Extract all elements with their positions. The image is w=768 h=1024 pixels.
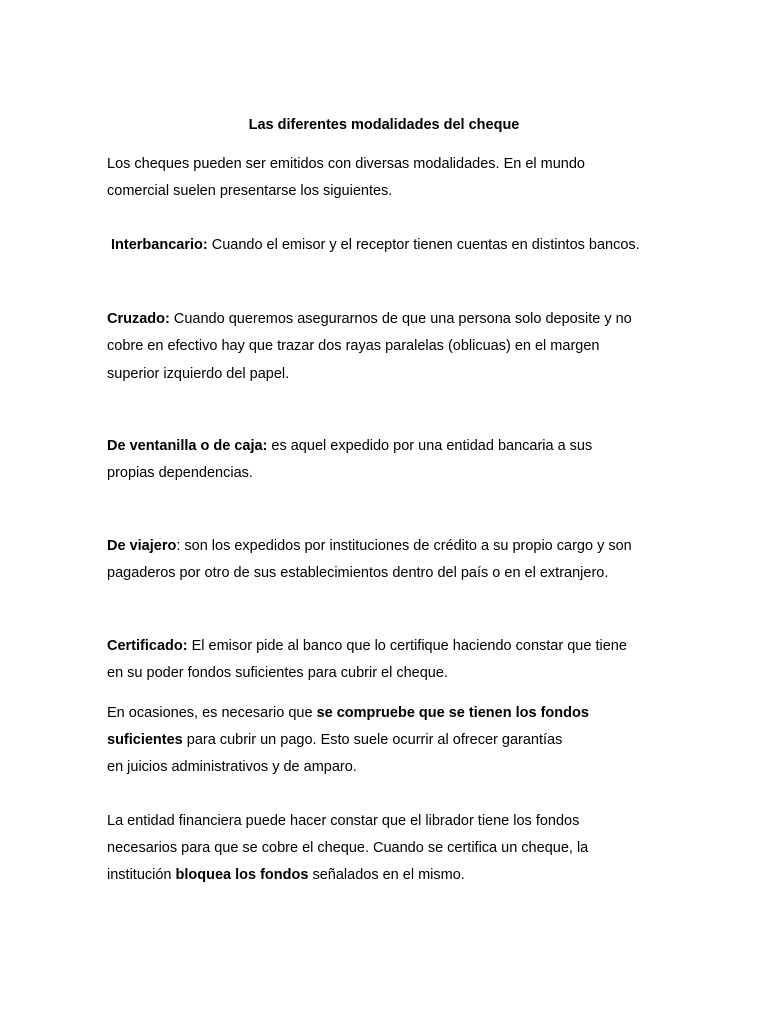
ventanilla-line-2: propias dependencias.: [107, 465, 253, 481]
certificado-line-1: [107, 637, 627, 655]
entidad-line-3: [107, 866, 465, 884]
ocasiones-line-3: en juicios administrativos y de amparo.: [107, 759, 357, 775]
viajero-text-1: : son los expedidos por instituciones de crédito a su propio cargo y son: [176, 538, 632, 554]
entidad-line-2: necesarios para que se cobre el cheque. Cuando se certifica un cheque, la: [107, 840, 589, 856]
ocasiones-bold-1: se compruebe que se tienen los fondos: [316, 705, 589, 721]
entidad-text-3b: señalados en el mismo.: [308, 867, 465, 883]
viajero-line-1: [107, 537, 632, 555]
cruzado-label: Cruzado:: [107, 311, 170, 327]
cruzado-line-3: superior izquierdo del papel.: [107, 366, 290, 382]
cruzado-text-1: Cuando queremos asegurarnos de que una persona solo deposite y no: [169, 311, 632, 327]
intro-line-1: Los cheques pueden ser emitidos con diversas modalidades. En el mundo: [107, 156, 585, 172]
ventanilla-text-1: es aquel expedido por una entidad bancaria a sus: [267, 438, 593, 454]
certificado-line-2: en su poder fondos suficientes para cubrir el cheque.: [107, 665, 448, 681]
ventanilla-label: De ventanilla o de caja:: [107, 438, 268, 454]
ocasiones-bold-2: suficientes: [107, 732, 183, 748]
intro-line-2: comercial suelen presentarse los siguientes.: [107, 183, 393, 199]
interbancario-label: Interbancario:: [111, 237, 208, 253]
entidad-bold-3: bloquea los fondos: [175, 867, 309, 883]
ocasiones-line-1: [107, 704, 589, 722]
entidad-text-3: institución: [107, 867, 176, 883]
cruzado-line-2: cobre en efectivo hay que trazar dos rayas paralelas (oblicuas) en el margen: [107, 338, 600, 354]
viajero-label: De viajero: [107, 538, 177, 554]
certificado-text-1: El emisor pide al banco que lo certifique haciendo constar que tiene: [187, 638, 627, 654]
interbancario-text: Cuando el emisor y el receptor tienen cuentas en distintos bancos.: [207, 237, 640, 253]
ocasiones-line-2: [107, 731, 562, 749]
certificado-label: Certificado:: [107, 638, 188, 654]
cruzado-line-1: [107, 310, 632, 328]
document-title: Las diferentes modalidades del cheque: [248, 117, 520, 133]
ocasiones-text-2: para cubrir un pago. Esto suele ocurrir al ofrecer garantías: [182, 732, 563, 748]
ocasiones-text-1: En ocasiones, es necesario que: [107, 705, 317, 721]
viajero-line-2: pagaderos por otro de sus establecimientos dentro del país o en el extranjero.: [107, 565, 609, 581]
entidad-line-1: La entidad financiera puede hacer constar que el librador tiene los fondos: [107, 813, 580, 829]
ventanilla-line-1: [107, 437, 592, 455]
interbancario-paragraph: [111, 236, 640, 254]
